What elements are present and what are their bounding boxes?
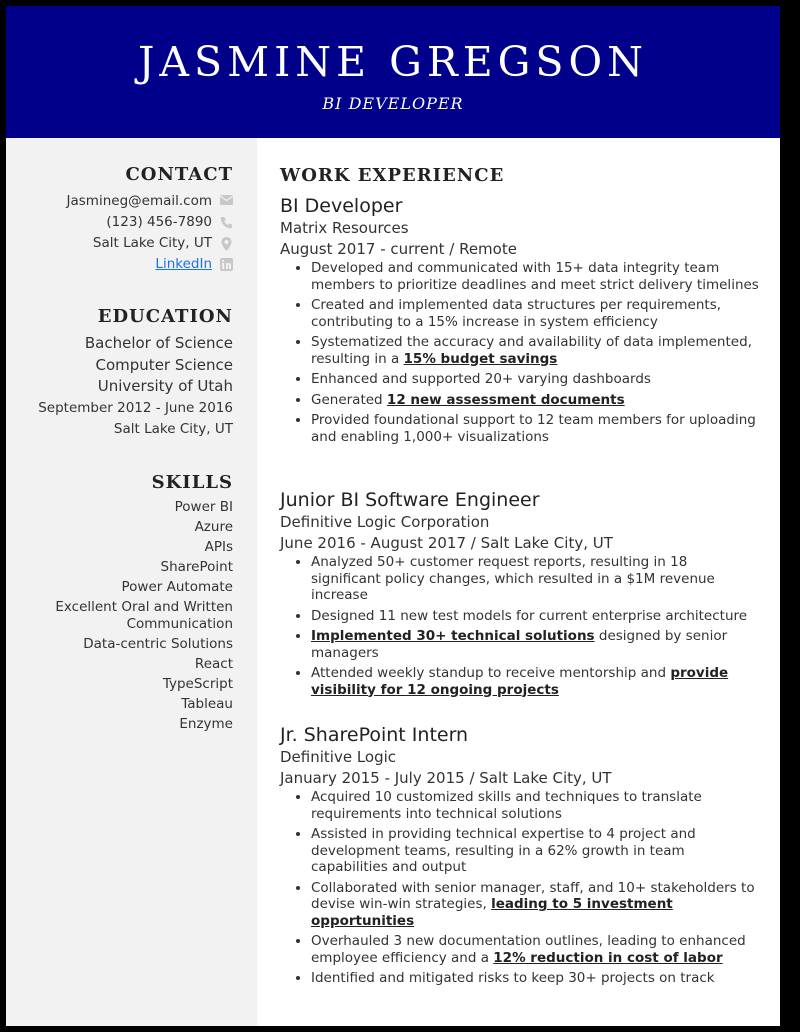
linkedin-icon [220,258,233,271]
bullet-text: Created and implemented data structures per requirements, contributing to a 15% increase in system efficiency [311,297,722,330]
contact-heading: CONTACT [125,164,233,185]
work-experience-heading: WORK EXPERIENCE [280,165,505,186]
job-bullet [311,826,760,876]
bullet-text: Collaborated with senior manager, staff, and 10+ stakeholders to devise win-win strategies, [311,879,755,912]
job-bullet [311,608,760,625]
job-bullet [311,665,760,698]
skill-item: Excellent Oral and Written Communication [55,599,233,632]
skill-item: TypeScript [162,676,233,692]
skill-item: Power BI [174,499,233,515]
job-bullet [311,260,760,293]
job-bullet [311,371,760,388]
job-dates-location: August 2017 - current / Remote [280,240,517,258]
job-bullet [311,412,760,445]
contact-linkedin[interactable] [67,254,233,275]
skill-item: Power Automate [121,579,233,595]
education-location: Salt Lake City, UT [113,420,233,437]
job-title: Junior BI Software Engineer [280,489,540,511]
envelope-icon [220,195,233,208]
job-bullet [311,392,760,409]
degree: Bachelor of Science [84,334,233,352]
job-title: Jr. SharePoint Intern [280,724,469,746]
skill-item: Azure [194,519,233,535]
bullet-text: Generated [311,391,387,408]
job-entry [280,488,760,702]
skills-section [23,472,233,736]
location-text: Salt Lake City, UT [92,235,212,251]
bullet-text: Designed 11 new test models for current enterprise architecture [311,607,748,624]
major: Computer Science [95,355,233,374]
contact-email[interactable] [67,191,233,212]
contact-location [67,233,233,254]
resume-page [6,6,780,1026]
job-company: Definitive Logic Corporation [280,513,490,531]
job-company: Definitive Logic [280,748,397,766]
contact-section [67,164,233,275]
education-heading: EDUCATION [97,306,233,327]
bullet-text: Attended weekly standup to receive mentorship and [311,665,671,681]
skill-item: SharePoint [160,559,233,575]
job-bullets [280,554,760,698]
bullet-text: designed by senior managers [311,628,728,661]
education-section [38,306,233,440]
skills-list [23,499,233,733]
candidate-title: BI DEVELOPER [322,94,464,113]
job-entry [280,194,760,449]
contact-phone[interactable] [67,212,233,233]
sidebar [6,138,257,1026]
job-bullet [311,789,760,822]
job-bullets [280,789,760,987]
highlight-text: leading to 5 investment opportunities [311,896,673,929]
bullet-text: Assisted in providing technical expertise to 4 project and development teams, resulting in a 62% growth in team capabilities and output [311,826,696,875]
skills-heading: SKILLS [151,472,233,493]
job-bullet [311,970,760,987]
job-bullet [311,297,760,330]
skill-item: React [194,656,233,672]
job-bullet [311,880,760,930]
job-bullet [311,554,760,604]
highlight-text: 12 new assessment documents [386,391,625,408]
job-entry [280,723,760,991]
bullet-text: Enhanced and supported 20+ varying dashboards [311,371,651,387]
header-banner [6,6,780,138]
job-title: BI Developer [280,195,403,217]
bullet-text: Overhauled 3 new documentation outlines, leading to enhanced employee efficiency and a [311,933,746,966]
job-bullets [280,260,760,445]
bullet-text: Analyzed 50+ customer request reports, resulting in 18 significant policy changes, which resulted in a $1M revenue increase [311,554,715,603]
bullet-text: Developed and communicated with 15+ data integrity team members to prioritize deadlines and meet strict delivery timelines [311,260,759,293]
job-bullet [311,334,760,367]
highlight-text: Implemented 30+ technical solutions [311,628,595,644]
phone-text[interactable]: (123) 456-7890 [106,214,212,230]
map-pin-icon [220,237,233,250]
job-dates-location: June 2016 - August 2017 / Salt Lake City, UT [280,534,613,552]
phone-icon [220,216,233,229]
skill-item: APIs [204,539,233,555]
job-bullet [311,628,760,661]
skill-item: Tableau [181,696,233,712]
job-company: Matrix Resources [280,219,409,237]
candidate-name: JASMINE GREGSON [137,38,649,86]
bullet-text: Acquired 10 customized skills and techniques to translate requirements into technical solutions [311,789,702,822]
bullet-text: Identified and mitigated risks to keep 30+ projects on track [311,970,715,986]
job-bullet [311,933,760,966]
highlight-text: 12% reduction in cost of labor [493,949,723,966]
skill-item: Enzyme [179,716,233,732]
highlight-text: 15% budget savings [403,350,558,367]
highlight-text: provide visibility for 12 ongoing projects [311,665,729,698]
email-text[interactable]: Jasmineg@email.com [66,193,212,209]
linkedin-link[interactable]: LinkedIn [155,256,212,272]
skill-item: Data-centric Solutions [83,636,233,652]
bullet-text: Provided foundational support to 12 team members for uploading and enabling 1,000+ visualizations [311,412,756,445]
job-dates-location: January 2015 - July 2015 / Salt Lake City, UT [280,769,612,787]
school: University of Utah [97,377,233,395]
education-dates: September 2012 - June 2016 [38,399,233,416]
bullet-text: Systematized the accuracy and availability of data implemented, resulting in a [311,334,752,367]
